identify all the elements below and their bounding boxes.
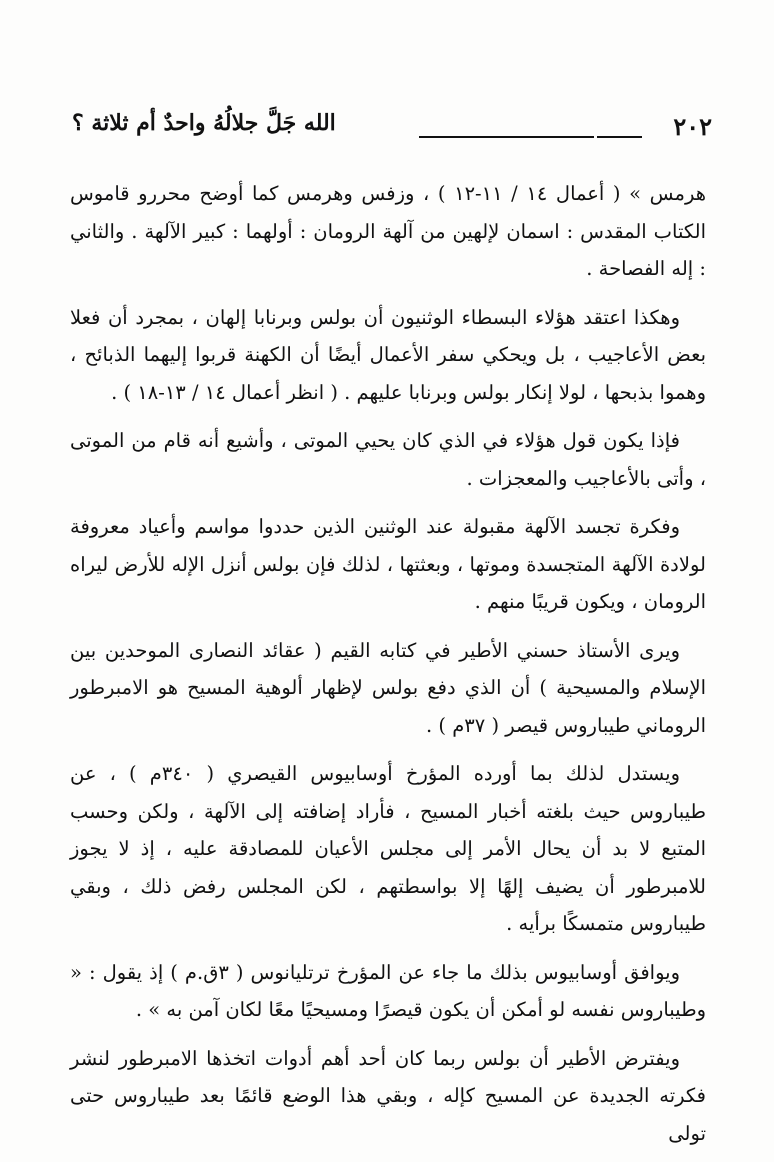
- paragraph: ويفترض الأطير أن بولس ربما كان أحد أهم أدوات اتخذها الامبرطور لنشر فكرته الجديدة عن المسيح كإله ، وبقي هذا الوضع قائمًا بعد طيباروس حتى تولى: [70, 1046, 706, 1145]
- running-title: الله جَلَّ جلالُهُ واحدٌ أم ثلاثة ؟: [72, 110, 336, 136]
- body-text: [70, 175, 706, 1163]
- paragraph: ويرى الأستاذ حسني الأطير في كتابه القيم ( عقائد النصارى الموحدين بين الإسلام والمسيحية ) أن الذي دفع بولس لإظهار ألوهية المسيح هو الامبرطور الروماني طيباروس قيصر ( ٣٧م ) .: [70, 638, 706, 737]
- paragraph: وفكرة تجسد الآلهة مقبولة عند الوثنين الذين حددوا مواسم وأعياد معروفة لولادة الآلهة المتجسدة وموتها ، وبعثتها ، لذلك فإن بولس أنزل الإله للأرض ليراه الرومان ، ويكون قريبًا منهم .: [70, 515, 706, 613]
- paragraph: هرمس » ( أعمال ١٤ / ١١-١٢ ) ، وزفس وهرمس كما أوضح محررو قاموس الكتاب المقدس : اسمان لإلهين من آلهة الرومان : أولهما : كبير الآلهة . والثاني : إله الفصاحة .: [70, 182, 706, 280]
- paragraph: فإذا يكون قول هؤلاء في الذي كان يحيي الموتى ، وأشيع أنه قام من الموتى ، وأتى بالأعاجيب والمعجزات .: [70, 429, 706, 490]
- paragraph: ويستدل لذلك بما أورده المؤرخ أوسابيوس القيصري ( ٣٤٠م ) ، عن طيباروس حيث بلغته أخبار المسيح ، فأراد إضافته إلى الآلهة ، ولكن وحسب المتبع لا بد أن يحال الأمر إلى مجلس الأعيان للمصادقة عليه ، إذ لا يجوز للامبرطور أن يضيف إلهًا إلا بواسطتهم ، لكن المجلس رفض ذلك ، وبقي طيباروس متمسكًا برأيه .: [70, 762, 706, 935]
- paragraph: ويوافق أوسابيوس بذلك ما جاء عن المؤرخ ترتليانوس ( ٣ق.م ) إذ يقول : « وطيباروس نفسه لو أمكن أن يكون قيصرًا ومسيحيًا معًا لكان آمن به » .: [70, 960, 706, 1021]
- page-number: ٢٠٢: [673, 112, 712, 141]
- running-header: [72, 108, 712, 148]
- header-rule: [419, 136, 594, 138]
- paragraph: وهكذا اعتقد هؤلاء البسطاء الوثنيون أن بولس وبرنابا إلهان ، بمجرد أن فعلا بعض الأعاجيب ، بل ويحكي سفر الأعمال أيضًا أن الكهنة قربوا إليهما الذبائح ، وهموا بذبحها ، لولا إنكار بولس وبرنابا عليهم . ( انظر أعمال ١٤ / ١٣-١٨ ) .: [70, 305, 706, 404]
- header-rule: [597, 136, 642, 138]
